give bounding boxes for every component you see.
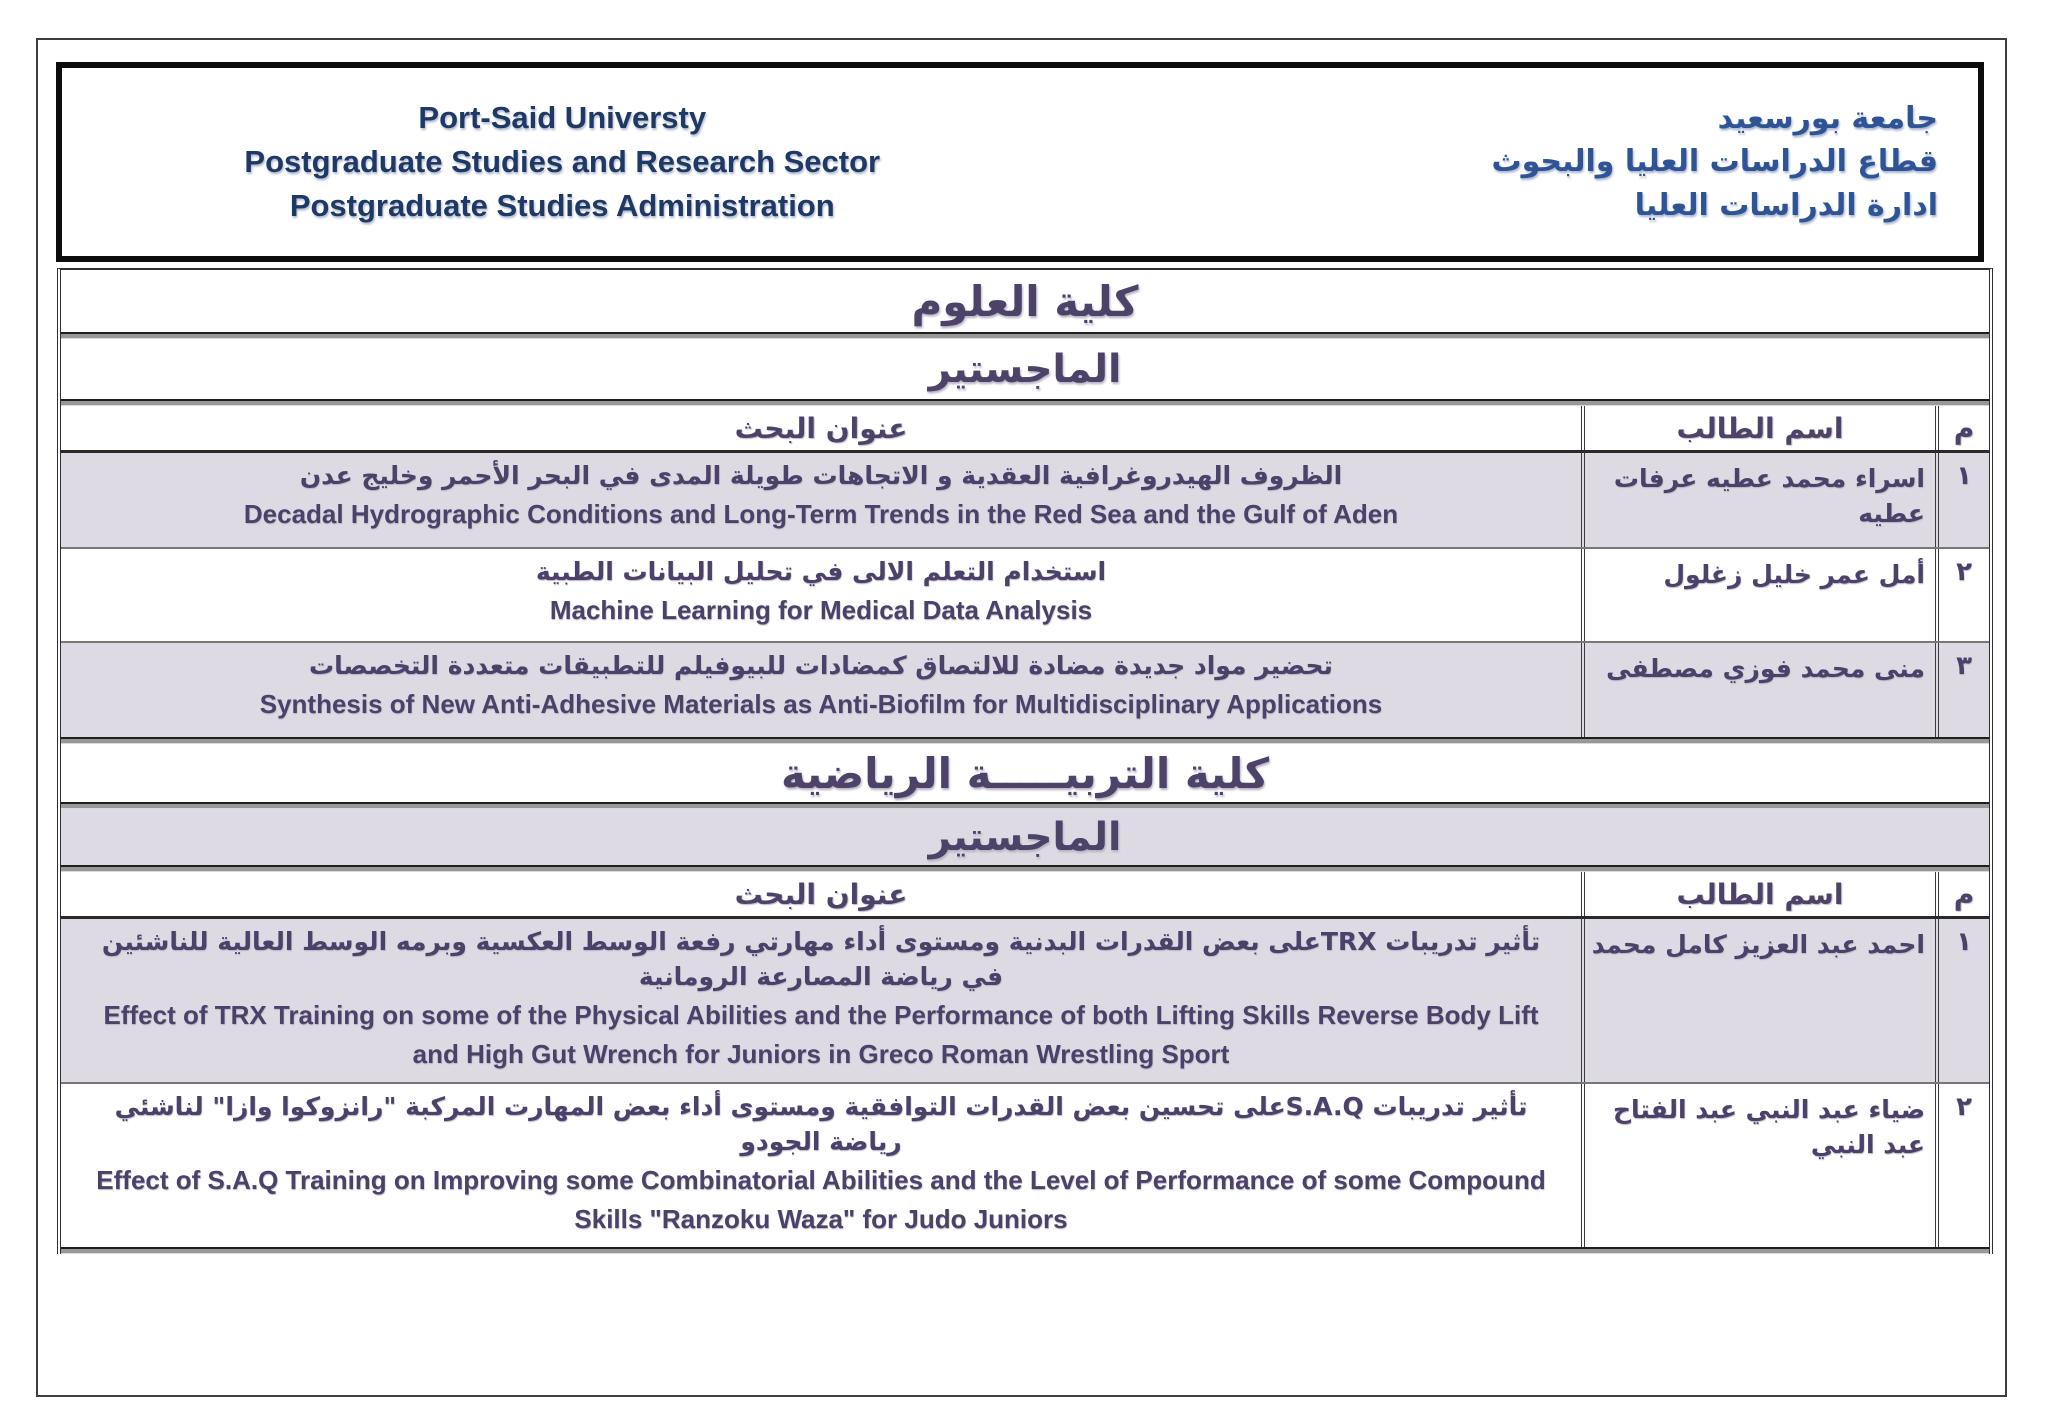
student-name-cell: منى محمد فوزي مصطفى: [1581, 643, 1939, 737]
thesis-title-cell: [61, 453, 1581, 547]
faculty-title-physical-education: [61, 744, 1989, 802]
divider: [61, 399, 1989, 406]
letterhead: [56, 62, 1984, 262]
thesis-title-english: Effect of TRX Training on some of the Physical Abilities and the Performance of both Lifting Skills Reverse Body Lift and High Gut Wrench for Juniors in Greco Roman Wrestling Sport: [103, 1000, 1539, 1069]
serial-cell: ٣: [1956, 651, 1972, 681]
table-row: [61, 1084, 1989, 1247]
thesis-title-arabic: تحضير مواد جديدة مضادة للالتصاق كمضادات للبيوفيلم للتطبيقات متعددة التخصصات: [309, 651, 1333, 680]
table-row: [61, 643, 1989, 737]
column-header-research-title: عنوان البحث: [734, 411, 908, 445]
student-name-cell: احمد عبد العزيز كامل محمد: [1581, 919, 1939, 1082]
thesis-title-english: Synthesis of New Anti-Adhesive Materials as Anti-Biofilm for Multidisciplinary Applications: [259, 689, 1383, 719]
degree-title-science-text: الماجستير: [928, 346, 1122, 392]
divider: [61, 865, 1989, 872]
faculty-title-science-text: كلية العلوم: [911, 276, 1139, 326]
table-header-science: [61, 406, 1989, 453]
thesis-title-arabic: تأثير تدريبات TRXعلى بعض القدرات البدنية ومستوى أداء مهارتي رفعة الوسط العكسية وبرمه الوسط العالية للناشئين في رياضة المصارعة الرومانية: [101, 927, 1541, 991]
degree-title-physical-education: [61, 809, 1989, 865]
letterhead-english: [62, 96, 1013, 228]
table-row: [61, 549, 1989, 643]
thesis-title-arabic: استخدام التعلم الالى في تحليل البيانات الطبية: [535, 557, 1107, 586]
student-name-cell: أمل عمر خليل زغلول: [1581, 549, 1939, 641]
theses-table: [57, 268, 1993, 1254]
thesis-title-arabic: الظروف الهيدروغرافية العقدية و الاتجاهات طويلة المدى في البحر الأحمر وخليج عدن: [299, 461, 1343, 490]
thesis-title-cell: [61, 919, 1581, 1082]
column-header-serial: م: [1953, 411, 1975, 445]
serial-cell: ٢: [1956, 557, 1972, 587]
administration-name-ar: ادارة الدراسات العليا: [1634, 187, 1938, 223]
column-header-student-name: اسم الطالب: [1581, 872, 1939, 916]
sector-name-en: Postgraduate Studies and Research Sector: [244, 143, 881, 179]
degree-title-physical-education-text: الماجستير: [928, 814, 1122, 860]
thesis-title-arabic: تأثير تدريبات S.A.Qعلى تحسين بعض القدرات التوافقية ومستوى أداء بعض المهارت المركبة "رانزوكوا وازا" لناشئي رياضة الجودو: [114, 1092, 1528, 1156]
thesis-title-cell: [61, 643, 1581, 737]
sector-name-ar: قطاع الدراسات العليا والبحوث: [1491, 144, 1938, 180]
divider: [61, 802, 1989, 809]
thesis-title-english: Machine Learning for Medical Data Analysis: [549, 595, 1093, 625]
table-row: [61, 453, 1989, 549]
serial-cell: ٢: [1956, 1092, 1972, 1122]
column-header-research-title: عنوان البحث: [734, 877, 908, 911]
column-header-student-name: اسم الطالب: [1581, 406, 1939, 450]
degree-title-science: [61, 339, 1989, 399]
thesis-title-english: Effect of S.A.Q Training on Improving some Combinatorial Abilities and the Level of Performance of some Compound Skills "Ranzoku Waza" for Judo Juniors: [96, 1165, 1546, 1234]
divider: [61, 1247, 1989, 1254]
column-header-serial: م: [1953, 877, 1975, 911]
divider: [61, 332, 1989, 339]
letterhead-arabic: [1013, 97, 1978, 228]
thesis-title-cell: [61, 549, 1581, 641]
university-name-en: Port-Said Universty: [418, 99, 707, 135]
table-row: [61, 919, 1989, 1084]
student-name-cell: اسراء محمد عطيه عرفات عطيه: [1581, 453, 1939, 547]
faculty-title-physical-education-text: كلية التربيـــــة الرياضية: [780, 748, 1270, 798]
serial-cell: ١: [1956, 927, 1972, 957]
serial-cell: ١: [1956, 461, 1972, 491]
thesis-title-english: Decadal Hydrographic Conditions and Long-Term Trends in the Red Sea and the Gulf of Aden: [243, 499, 1399, 529]
table-header-physical-education: [61, 872, 1989, 919]
university-name-ar: جامعة بورسعيد: [1717, 100, 1938, 136]
faculty-title-science: [61, 270, 1989, 332]
thesis-title-cell: [61, 1084, 1581, 1247]
administration-name-en: Postgraduate Studies Administration: [289, 188, 835, 223]
divider: [61, 737, 1989, 744]
student-name-cell: ضياء عبد النبي عبد الفتاح عبد النبي: [1581, 1084, 1939, 1247]
